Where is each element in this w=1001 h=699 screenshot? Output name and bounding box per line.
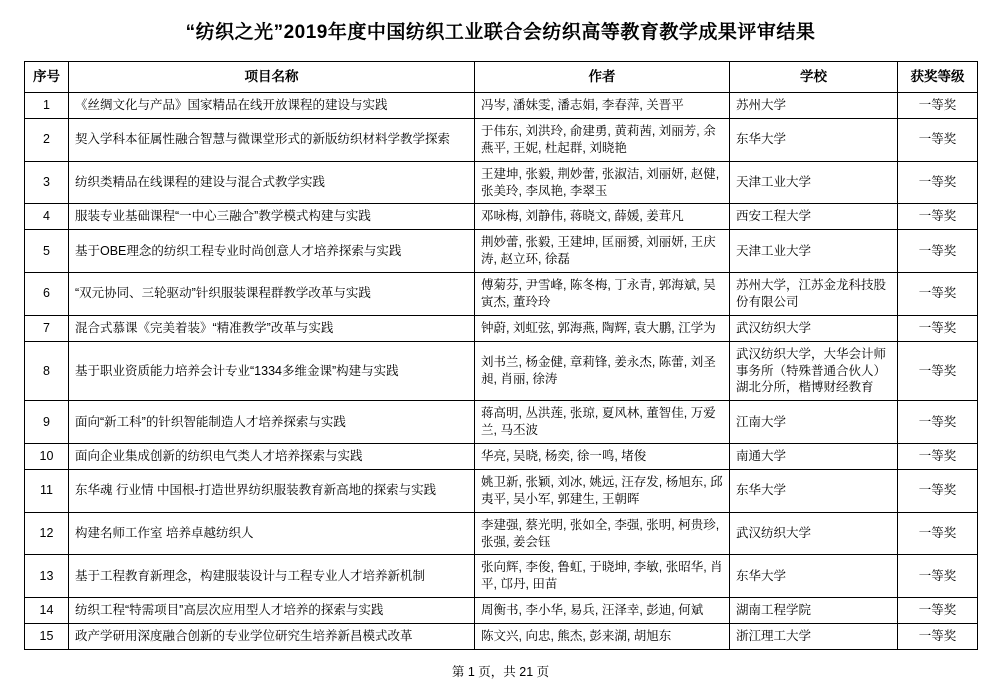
cell-num: 14 [25,598,69,624]
cell-award: 一等奖 [898,273,978,316]
table-row [25,204,978,230]
cell-name: 政产学研用深度融合创新的专业学位研究生培养新昌模式改革 [69,624,475,650]
cell-award: 一等奖 [898,93,978,119]
cell-name: 基于工程教育新理念，构建服装设计与工程专业人才培养新机制 [69,555,475,598]
cell-school: 湖南工程学院 [730,598,898,624]
cell-award: 一等奖 [898,230,978,273]
cell-award: 一等奖 [898,401,978,444]
cell-author: 荆妙蕾, 张毅, 王建坤, 匡丽赟, 刘丽妍, 王庆涛, 赵立环, 徐磊 [475,230,730,273]
cell-author: 华亮, 吴晓, 杨奕, 徐一鸣, 堵俊 [475,444,730,470]
cell-school: 苏州大学，江苏金龙科技股份有限公司 [730,273,898,316]
cell-school: 西安工程大学 [730,204,898,230]
table-row [25,315,978,341]
cell-school: 武汉纺织大学，大华会计师事务所（特殊普通合伙人）湖北分所，楷博财经教育 [730,341,898,401]
cell-school: 武汉纺织大学 [730,512,898,555]
cell-award: 一等奖 [898,161,978,204]
cell-author: 钟蔚, 刘虹弦, 郭海燕, 陶辉, 袁大鹏, 江学为 [475,315,730,341]
table-row [25,118,978,161]
table-row [25,230,978,273]
cell-school: 东华大学 [730,555,898,598]
cell-school: 天津工业大学 [730,161,898,204]
cell-name: 基于职业资质能力培养会计专业“1334多维金课”构建与实践 [69,341,475,401]
cell-author: 蒋高明, 丛洪莲, 张琼, 夏风林, 董智佳, 万爱兰, 马丕波 [475,401,730,444]
cell-author: 傅菊芬, 尹雪峰, 陈冬梅, 丁永青, 郭海斌, 吴寅杰, 董玲玲 [475,273,730,316]
cell-num: 10 [25,444,69,470]
cell-award: 一等奖 [898,512,978,555]
cell-num: 13 [25,555,69,598]
cell-num: 4 [25,204,69,230]
cell-name: 面向企业集成创新的纺织电气类人才培养探索与实践 [69,444,475,470]
column-header-num: 序号 [25,61,69,92]
table-row [25,512,978,555]
cell-award: 一等奖 [898,555,978,598]
cell-num: 11 [25,469,69,512]
column-header-author: 作者 [475,61,730,92]
cell-name: 混合式慕课《完美着装》“精准教学”改革与实践 [69,315,475,341]
cell-num: 1 [25,93,69,119]
cell-award: 一等奖 [898,315,978,341]
table-row [25,93,978,119]
table-row [25,273,978,316]
cell-school: 浙江理工大学 [730,624,898,650]
cell-author: 邓咏梅, 刘静伟, 蒋晓文, 薛媛, 姜茸凡 [475,204,730,230]
cell-school: 南通大学 [730,444,898,470]
cell-school: 天津工业大学 [730,230,898,273]
cell-num: 7 [25,315,69,341]
cell-name: “双元协同、三轮驱动”针织服装课程群教学改革与实践 [69,273,475,316]
cell-name: 纺织类精品在线课程的建设与混合式教学实践 [69,161,475,204]
cell-award: 一等奖 [898,204,978,230]
cell-num: 12 [25,512,69,555]
table-row [25,161,978,204]
results-table [24,61,978,650]
cell-num: 8 [25,341,69,401]
cell-author: 张向辉, 李俊, 鲁虹, 于晓坤, 李敏, 张昭华, 肖平, 邙丹, 田苗 [475,555,730,598]
cell-name: 契入学科本征属性融合智慧与微课堂形式的新版纺织材料学教学探索 [69,118,475,161]
cell-author: 王建坤, 张毅, 荆妙蕾, 张淑洁, 刘丽妍, 赵健, 张美玲, 李凤艳, 李翠玉 [475,161,730,204]
cell-author: 李建强, 蔡光明, 张如全, 李强, 张明, 柯贵珍, 张强, 姜会钰 [475,512,730,555]
cell-num: 3 [25,161,69,204]
cell-school: 东华大学 [730,469,898,512]
cell-author: 于伟东, 刘洪玲, 俞建勇, 黄莉茜, 刘丽芳, 余燕平, 王妮, 杜起群, 刘晓艳 [475,118,730,161]
cell-name: 构建名师工作室 培养卓越纺织人 [69,512,475,555]
page-footer: 第 1 页，共 21 页 [451,664,550,679]
cell-school: 江南大学 [730,401,898,444]
table-row [25,469,978,512]
cell-name: 纺织工程“特需项目”高层次应用型人才培养的探索与实践 [69,598,475,624]
cell-award: 一等奖 [898,444,978,470]
cell-author: 冯岑, 潘妹雯, 潘志娟, 李春萍, 关晋平 [475,93,730,119]
cell-author: 周衡书, 李小华, 易兵, 汪泽幸, 彭迪, 何斌 [475,598,730,624]
column-header-name: 项目名称 [69,61,475,92]
column-header-school: 学校 [730,61,898,92]
table-row [25,598,978,624]
cell-num: 9 [25,401,69,444]
cell-num: 15 [25,624,69,650]
cell-name: 《丝绸文化与产品》国家精品在线开放课程的建设与实践 [69,93,475,119]
cell-author: 陈文兴, 向忠, 熊杰, 彭来湖, 胡旭东 [475,624,730,650]
cell-school: 东华大学 [730,118,898,161]
cell-award: 一等奖 [898,624,978,650]
cell-author: 姚卫新, 张颖, 刘冰, 姚远, 汪存发, 杨旭东, 邱夷平, 吴小军, 郭建生, 王朝晖 [475,469,730,512]
table-row [25,401,978,444]
cell-author: 刘书兰, 杨金健, 章莉锋, 姜永杰, 陈蕾, 刘圣昶, 肖丽, 徐涛 [475,341,730,401]
table-row [25,624,978,650]
cell-num: 5 [25,230,69,273]
cell-name: 东华魂 行业情 中国根-打造世界纺织服装教育新高地的探索与实践 [69,469,475,512]
column-header-award: 获奖等级 [898,61,978,92]
table-row [25,341,978,401]
cell-award: 一等奖 [898,598,978,624]
table-row [25,555,978,598]
table-header-row [25,61,978,92]
cell-award: 一等奖 [898,341,978,401]
cell-school: 武汉纺织大学 [730,315,898,341]
cell-name: 面向“新工科”的针织智能制造人才培养探索与实践 [69,401,475,444]
cell-num: 2 [25,118,69,161]
table-row [25,444,978,470]
page-title: “纺织之光”2019年度中国纺织工业联合会纺织高等教育教学成果评审结果 [185,22,816,43]
cell-num: 6 [25,273,69,316]
cell-school: 苏州大学 [730,93,898,119]
cell-name: 服装专业基础课程“一中心三融合”教学模式构建与实践 [69,204,475,230]
cell-award: 一等奖 [898,118,978,161]
cell-name: 基于OBE理念的纺织工程专业时尚创意人才培养探索与实践 [69,230,475,273]
cell-award: 一等奖 [898,469,978,512]
